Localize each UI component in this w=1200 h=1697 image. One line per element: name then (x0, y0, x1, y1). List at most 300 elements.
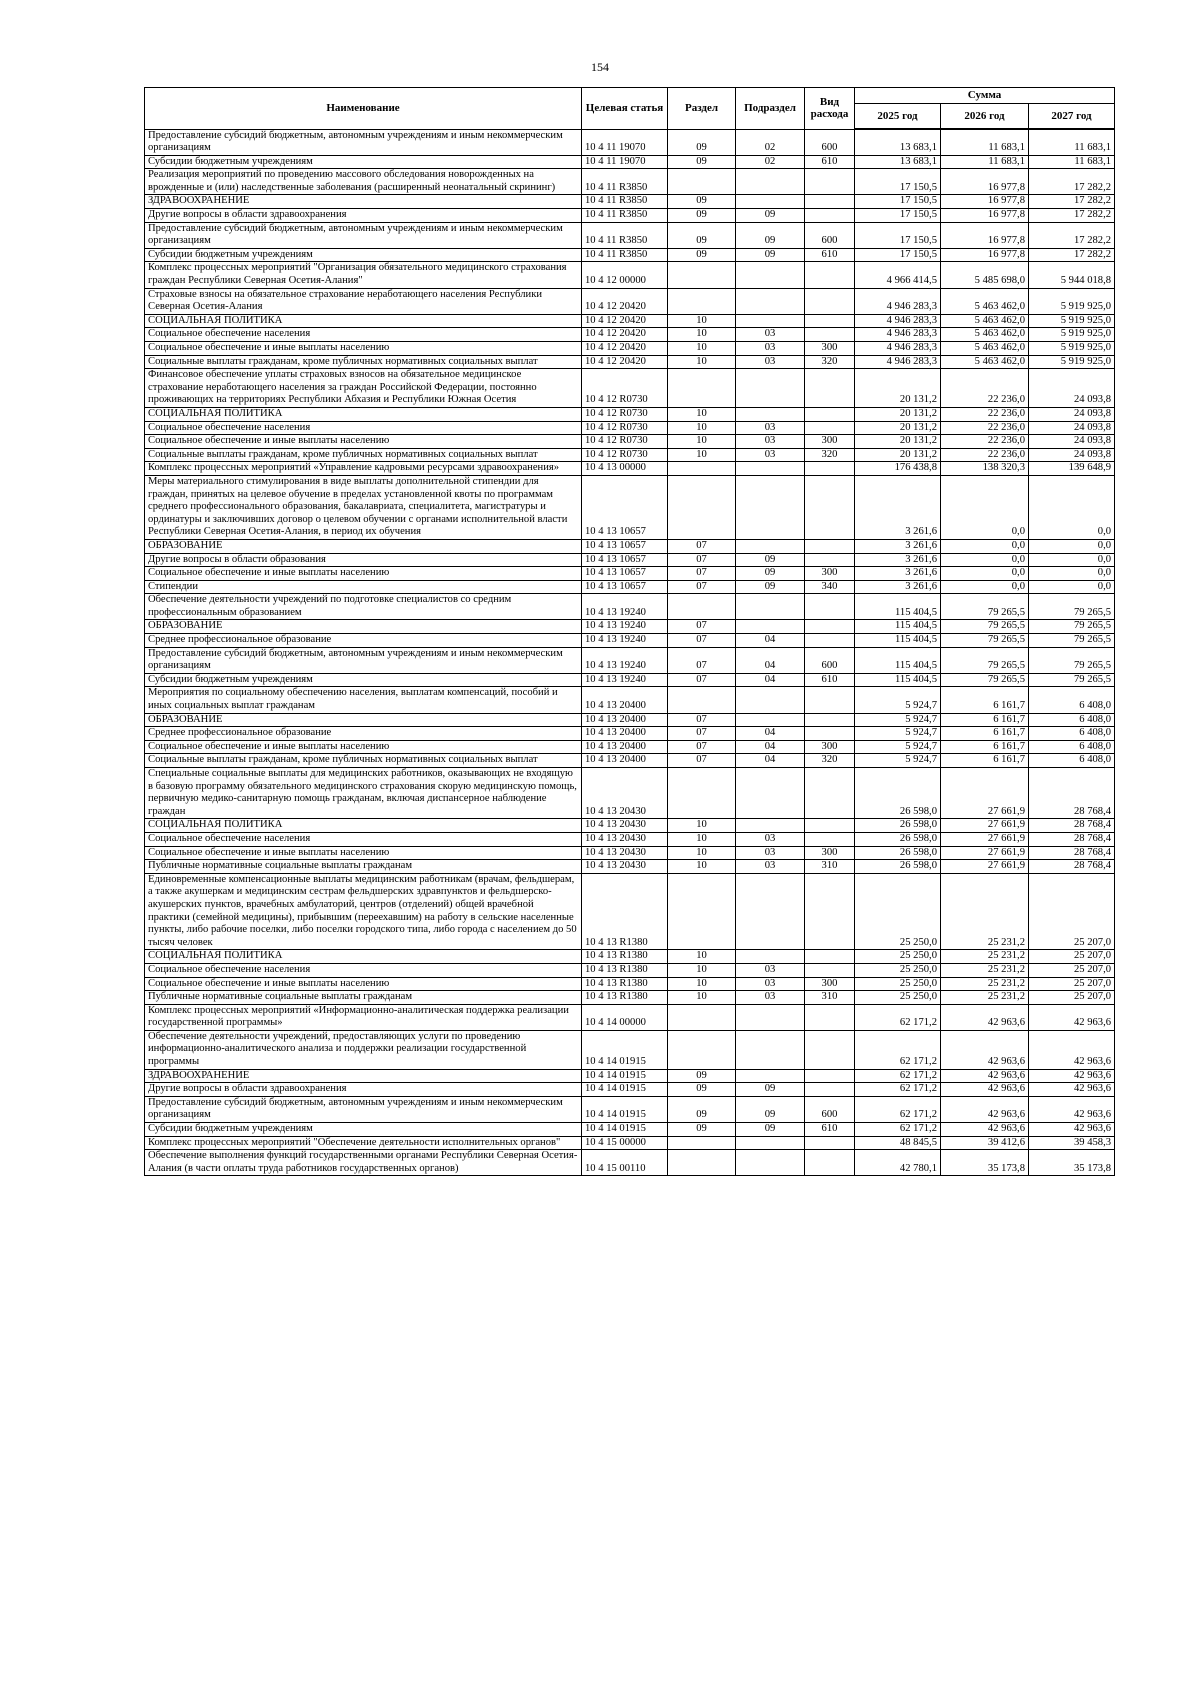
row-value-2027: 39 458,3 (1029, 1136, 1115, 1150)
row-name: Другие вопросы в области здравоохранения (145, 209, 582, 223)
table-row (145, 421, 1115, 435)
table-row (145, 1150, 1115, 1176)
row-value-2025: 42 780,1 (855, 1150, 941, 1176)
row-expense-type: 610 (805, 155, 855, 169)
row-section: 10 (668, 832, 736, 846)
row-subsection: 09 (736, 248, 805, 262)
row-expense-type (805, 963, 855, 977)
row-expense-type (805, 1069, 855, 1083)
row-subsection (736, 262, 805, 288)
row-target-code: 10 4 13 19240 (582, 647, 668, 673)
row-target-code: 10 4 13 R1380 (582, 950, 668, 964)
row-value-2026: 79 265,5 (941, 673, 1029, 687)
table-row (145, 407, 1115, 421)
table-row (145, 448, 1115, 462)
row-value-2025: 5 924,7 (855, 727, 941, 741)
row-subsection: 09 (736, 222, 805, 248)
row-section (668, 768, 736, 819)
table-row (145, 314, 1115, 328)
row-target-code: 10 4 13 20400 (582, 740, 668, 754)
row-subsection: 03 (736, 435, 805, 449)
row-subsection (736, 462, 805, 476)
row-expense-type (805, 1150, 855, 1176)
row-subsection: 03 (736, 860, 805, 874)
row-expense-type (805, 475, 855, 539)
row-subsection: 03 (736, 448, 805, 462)
row-value-2025: 3 261,6 (855, 580, 941, 594)
row-value-2027: 5 944 018,8 (1029, 262, 1115, 288)
row-value-2026: 6 161,7 (941, 713, 1029, 727)
row-name: Предоставление субсидий бюджетным, автономным учреждениям и иным некоммерческим организациям (145, 222, 582, 248)
row-value-2026: 25 231,2 (941, 991, 1029, 1005)
table-row (145, 462, 1115, 476)
row-value-2025: 17 150,5 (855, 195, 941, 209)
row-subsection: 03 (736, 355, 805, 369)
table-row (145, 713, 1115, 727)
row-value-2027: 35 173,8 (1029, 1150, 1115, 1176)
row-name: Среднее профессиональное образование (145, 727, 582, 741)
row-value-2027: 25 207,0 (1029, 977, 1115, 991)
row-target-code: 10 4 12 20420 (582, 342, 668, 356)
row-value-2026: 5 485 698,0 (941, 262, 1029, 288)
row-expense-type (805, 262, 855, 288)
row-name: Комплекс процессных мероприятий "Организация обязательного медицинского страхования граждан Республики Северная Осетия-Алания" (145, 262, 582, 288)
row-subsection (736, 768, 805, 819)
row-name: Социальное обеспечение населения (145, 963, 582, 977)
row-section (668, 369, 736, 408)
row-value-2027: 6 408,0 (1029, 727, 1115, 741)
row-target-code: 10 4 13 R1380 (582, 991, 668, 1005)
table-row (145, 1096, 1115, 1122)
row-name: Социальное обеспечение и иные выплаты населению (145, 567, 582, 581)
row-value-2025: 26 598,0 (855, 819, 941, 833)
row-name: СОЦИАЛЬНАЯ ПОЛИТИКА (145, 950, 582, 964)
row-section: 09 (668, 1096, 736, 1122)
row-value-2026: 22 236,0 (941, 435, 1029, 449)
row-value-2025: 48 845,5 (855, 1136, 941, 1150)
table-row (145, 342, 1115, 356)
row-section: 07 (668, 580, 736, 594)
row-value-2027: 28 768,4 (1029, 832, 1115, 846)
row-value-2027: 0,0 (1029, 553, 1115, 567)
row-value-2027: 25 207,0 (1029, 950, 1115, 964)
row-target-code: 10 4 12 20420 (582, 355, 668, 369)
row-value-2026: 138 320,3 (941, 462, 1029, 476)
row-expense-type (805, 873, 855, 950)
row-value-2025: 25 250,0 (855, 977, 941, 991)
row-value-2027: 5 919 925,0 (1029, 355, 1115, 369)
row-subsection (736, 1136, 805, 1150)
row-target-code: 10 4 13 20430 (582, 832, 668, 846)
row-value-2026: 0,0 (941, 567, 1029, 581)
row-value-2025: 13 683,1 (855, 155, 941, 169)
table-row (145, 594, 1115, 620)
row-subsection (736, 369, 805, 408)
row-expense-type (805, 462, 855, 476)
row-name: Специальные социальные выплаты для медицинских работников, оказывающих не входящую в базовую программу обязательного медицинского страхования скорую медицинскую помощь, первичную медико-санитарную помощь гражданам, включая диспансерное наблюдение граждан (145, 768, 582, 819)
table-row (145, 195, 1115, 209)
row-value-2027: 79 265,5 (1029, 634, 1115, 648)
row-expense-type (805, 620, 855, 634)
row-subsection: 09 (736, 580, 805, 594)
row-target-code: 10 4 13 R1380 (582, 963, 668, 977)
row-name: Публичные нормативные социальные выплаты гражданам (145, 860, 582, 874)
row-target-code: 10 4 12 R0730 (582, 369, 668, 408)
row-section: 09 (668, 209, 736, 223)
row-expense-type (805, 553, 855, 567)
table-row (145, 1136, 1115, 1150)
row-value-2027: 28 768,4 (1029, 768, 1115, 819)
row-name: ОБРАЗОВАНИЕ (145, 539, 582, 553)
row-name: ОБРАЗОВАНИЕ (145, 620, 582, 634)
table-row (145, 977, 1115, 991)
row-value-2026: 0,0 (941, 580, 1029, 594)
row-expense-type (805, 539, 855, 553)
row-expense-type (805, 407, 855, 421)
row-expense-type (805, 634, 855, 648)
row-value-2026: 5 463 462,0 (941, 328, 1029, 342)
row-value-2025: 115 404,5 (855, 673, 941, 687)
row-value-2025: 3 261,6 (855, 567, 941, 581)
row-expense-type (805, 950, 855, 964)
row-name: ОБРАЗОВАНИЕ (145, 713, 582, 727)
row-value-2026: 5 463 462,0 (941, 342, 1029, 356)
row-value-2025: 20 131,2 (855, 448, 941, 462)
row-subsection (736, 713, 805, 727)
row-target-code: 10 4 13 00000 (582, 462, 668, 476)
row-name: Социальные выплаты гражданам, кроме публичных нормативных социальных выплат (145, 355, 582, 369)
row-target-code: 10 4 13 20400 (582, 727, 668, 741)
row-name: Социальное обеспечение и иные выплаты населению (145, 846, 582, 860)
table-row (145, 169, 1115, 195)
row-section: 10 (668, 860, 736, 874)
row-section: 09 (668, 222, 736, 248)
row-value-2025: 4 946 283,3 (855, 288, 941, 314)
row-subsection: 03 (736, 421, 805, 435)
row-subsection: 03 (736, 963, 805, 977)
row-value-2025: 25 250,0 (855, 873, 941, 950)
row-value-2026: 6 161,7 (941, 687, 1029, 713)
row-target-code: 10 4 13 19240 (582, 620, 668, 634)
table-row (145, 369, 1115, 408)
row-name: Социальное обеспечение и иные выплаты населению (145, 740, 582, 754)
row-target-code: 10 4 13 R1380 (582, 873, 668, 950)
table-row (145, 950, 1115, 964)
row-subsection (736, 950, 805, 964)
row-subsection (736, 169, 805, 195)
row-name: Обеспечение деятельности учреждений по подготовке специалистов со средним профессиональным образованием (145, 594, 582, 620)
row-value-2026: 25 231,2 (941, 950, 1029, 964)
row-value-2026: 16 977,8 (941, 209, 1029, 223)
row-section: 09 (668, 129, 736, 155)
row-name: СОЦИАЛЬНАЯ ПОЛИТИКА (145, 314, 582, 328)
row-subsection (736, 1004, 805, 1030)
row-value-2027: 24 093,8 (1029, 435, 1115, 449)
table-row (145, 209, 1115, 223)
row-target-code: 10 4 14 01915 (582, 1069, 668, 1083)
row-expense-type: 610 (805, 673, 855, 687)
row-value-2026: 42 963,6 (941, 1123, 1029, 1137)
row-target-code: 10 4 11 R3850 (582, 209, 668, 223)
row-section: 10 (668, 819, 736, 833)
row-name: Субсидии бюджетным учреждениям (145, 248, 582, 262)
table-row (145, 288, 1115, 314)
table-row (145, 963, 1115, 977)
row-value-2025: 4 946 283,3 (855, 314, 941, 328)
row-subsection: 09 (736, 567, 805, 581)
row-expense-type (805, 1136, 855, 1150)
row-target-code: 10 4 13 10657 (582, 580, 668, 594)
row-target-code: 10 4 13 19240 (582, 594, 668, 620)
row-section (668, 169, 736, 195)
row-value-2026: 27 661,9 (941, 860, 1029, 874)
row-value-2027: 42 963,6 (1029, 1069, 1115, 1083)
row-value-2026: 0,0 (941, 553, 1029, 567)
row-target-code: 10 4 14 01915 (582, 1123, 668, 1137)
row-section: 10 (668, 846, 736, 860)
row-subsection: 04 (736, 647, 805, 673)
row-value-2025: 4 946 283,3 (855, 355, 941, 369)
table-row (145, 687, 1115, 713)
row-name: Комплекс процессных мероприятий "Обеспечение деятельности исполнительных органов" (145, 1136, 582, 1150)
row-value-2025: 17 150,5 (855, 209, 941, 223)
row-value-2026: 16 977,8 (941, 248, 1029, 262)
row-subsection: 09 (736, 1096, 805, 1122)
table-row (145, 1083, 1115, 1097)
row-target-code: 10 4 12 R0730 (582, 448, 668, 462)
row-section: 10 (668, 314, 736, 328)
row-value-2026: 39 412,6 (941, 1136, 1029, 1150)
row-value-2027: 0,0 (1029, 539, 1115, 553)
row-target-code: 10 4 13 19240 (582, 634, 668, 648)
table-row (145, 355, 1115, 369)
row-value-2027: 28 768,4 (1029, 860, 1115, 874)
row-expense-type: 320 (805, 448, 855, 462)
table-row (145, 435, 1115, 449)
row-expense-type (805, 832, 855, 846)
row-section: 07 (668, 713, 736, 727)
row-name: Стипендии (145, 580, 582, 594)
row-name: СОЦИАЛЬНАЯ ПОЛИТИКА (145, 407, 582, 421)
table-row (145, 991, 1115, 1005)
row-subsection (736, 687, 805, 713)
row-expense-type: 340 (805, 580, 855, 594)
row-value-2026: 42 963,6 (941, 1083, 1029, 1097)
row-target-code: 10 4 11 19070 (582, 129, 668, 155)
row-name: Социальное обеспечение и иные выплаты населению (145, 342, 582, 356)
row-section: 09 (668, 155, 736, 169)
row-value-2026: 25 231,2 (941, 977, 1029, 991)
row-expense-type: 320 (805, 355, 855, 369)
row-section: 09 (668, 1123, 736, 1137)
row-subsection: 04 (736, 727, 805, 741)
row-expense-type: 600 (805, 1096, 855, 1122)
row-expense-type (805, 1083, 855, 1097)
row-name: Предоставление субсидий бюджетным, автономным учреждениям и иным некоммерческим организациям (145, 129, 582, 155)
row-name: ЗДРАВООХРАНЕНИЕ (145, 195, 582, 209)
header-name: Наименование (145, 88, 582, 130)
row-expense-type: 600 (805, 222, 855, 248)
table-row (145, 248, 1115, 262)
row-expense-type: 320 (805, 754, 855, 768)
row-value-2026: 79 265,5 (941, 647, 1029, 673)
row-value-2025: 3 261,6 (855, 539, 941, 553)
row-value-2027: 24 093,8 (1029, 369, 1115, 408)
row-value-2026: 42 963,6 (941, 1004, 1029, 1030)
row-expense-type (805, 209, 855, 223)
row-target-code: 10 4 13 10657 (582, 553, 668, 567)
row-value-2026: 79 265,5 (941, 634, 1029, 648)
row-value-2026: 27 661,9 (941, 819, 1029, 833)
row-value-2027: 17 282,2 (1029, 248, 1115, 262)
budget-table (144, 87, 1115, 1176)
row-target-code: 10 4 12 20420 (582, 314, 668, 328)
row-value-2026: 6 161,7 (941, 740, 1029, 754)
row-value-2025: 62 171,2 (855, 1096, 941, 1122)
row-target-code: 10 4 13 20400 (582, 687, 668, 713)
row-subsection (736, 314, 805, 328)
row-section: 10 (668, 448, 736, 462)
row-value-2025: 62 171,2 (855, 1123, 941, 1137)
row-name: Комплекс процессных мероприятий «Управление кадровыми ресурсами здравоохранения» (145, 462, 582, 476)
table-body (145, 129, 1115, 1176)
header-target: Целевая статья (582, 88, 668, 130)
row-expense-type (805, 195, 855, 209)
row-expense-type (805, 314, 855, 328)
row-subsection: 03 (736, 342, 805, 356)
header-expense-type: Вид расхода (805, 88, 855, 130)
row-expense-type: 610 (805, 248, 855, 262)
table-row (145, 222, 1115, 248)
row-section (668, 594, 736, 620)
row-target-code: 10 4 12 20420 (582, 288, 668, 314)
row-name: Социальное обеспечение населения (145, 421, 582, 435)
row-expense-type: 600 (805, 647, 855, 673)
row-section: 07 (668, 754, 736, 768)
row-target-code: 10 4 14 01915 (582, 1030, 668, 1069)
row-subsection (736, 288, 805, 314)
row-subsection (736, 594, 805, 620)
row-target-code: 10 4 15 00110 (582, 1150, 668, 1176)
row-value-2026: 42 963,6 (941, 1096, 1029, 1122)
row-subsection (736, 819, 805, 833)
row-target-code: 10 4 13 20430 (582, 846, 668, 860)
row-name: Среднее профессиональное образование (145, 634, 582, 648)
row-name: Комплекс процессных мероприятий «Информационно-аналитическая поддержка реализации государственной программы» (145, 1004, 582, 1030)
row-value-2027: 42 963,6 (1029, 1123, 1115, 1137)
row-subsection (736, 1030, 805, 1069)
row-expense-type (805, 768, 855, 819)
row-value-2027: 79 265,5 (1029, 673, 1115, 687)
row-subsection: 03 (736, 991, 805, 1005)
table-row (145, 155, 1115, 169)
row-target-code: 10 4 13 20430 (582, 819, 668, 833)
row-value-2027: 6 408,0 (1029, 740, 1115, 754)
row-value-2026: 42 963,6 (941, 1069, 1029, 1083)
row-value-2026: 79 265,5 (941, 594, 1029, 620)
row-value-2025: 20 131,2 (855, 421, 941, 435)
row-subsection: 03 (736, 846, 805, 860)
row-target-code: 10 4 13 20430 (582, 768, 668, 819)
table-row (145, 819, 1115, 833)
row-target-code: 10 4 14 01915 (582, 1096, 668, 1122)
row-expense-type (805, 421, 855, 435)
row-value-2026: 25 231,2 (941, 963, 1029, 977)
row-value-2027: 79 265,5 (1029, 647, 1115, 673)
row-target-code: 10 4 13 20400 (582, 754, 668, 768)
row-value-2025: 115 404,5 (855, 594, 941, 620)
row-target-code: 10 4 11 R3850 (582, 222, 668, 248)
row-target-code: 10 4 13 10657 (582, 539, 668, 553)
row-section (668, 1030, 736, 1069)
row-expense-type: 300 (805, 846, 855, 860)
header-2025: 2025 год (855, 104, 941, 130)
row-value-2027: 42 963,6 (1029, 1004, 1115, 1030)
row-value-2027: 24 093,8 (1029, 407, 1115, 421)
row-section (668, 1136, 736, 1150)
row-section: 09 (668, 1069, 736, 1083)
row-section: 07 (668, 634, 736, 648)
row-value-2026: 42 963,6 (941, 1030, 1029, 1069)
table-row (145, 846, 1115, 860)
row-value-2026: 25 231,2 (941, 873, 1029, 950)
row-value-2025: 20 131,2 (855, 435, 941, 449)
header-2027: 2027 год (1029, 104, 1115, 130)
row-value-2026: 11 683,1 (941, 155, 1029, 169)
row-value-2025: 17 150,5 (855, 222, 941, 248)
row-section: 10 (668, 407, 736, 421)
row-section (668, 262, 736, 288)
row-value-2027: 24 093,8 (1029, 421, 1115, 435)
row-target-code: 10 4 11 R3850 (582, 169, 668, 195)
table-row (145, 328, 1115, 342)
row-value-2026: 27 661,9 (941, 768, 1029, 819)
row-target-code: 10 4 11 R3850 (582, 248, 668, 262)
row-value-2025: 26 598,0 (855, 846, 941, 860)
row-section: 10 (668, 950, 736, 964)
row-value-2027: 28 768,4 (1029, 819, 1115, 833)
row-value-2025: 5 924,7 (855, 740, 941, 754)
row-target-code: 10 4 12 R0730 (582, 421, 668, 435)
row-section (668, 1004, 736, 1030)
row-value-2027: 17 282,2 (1029, 209, 1115, 223)
row-value-2027: 5 919 925,0 (1029, 288, 1115, 314)
row-name: Обеспечение деятельности учреждений, предоставляющих услуги по проведению информационно-аналитического анализа и поддержки реализации государственной программы (145, 1030, 582, 1069)
row-subsection (736, 475, 805, 539)
row-value-2025: 17 150,5 (855, 169, 941, 195)
row-section: 10 (668, 963, 736, 977)
table-row (145, 262, 1115, 288)
row-value-2026: 0,0 (941, 475, 1029, 539)
row-value-2025: 62 171,2 (855, 1069, 941, 1083)
row-name: Единовременные компенсационные выплаты медицинским работникам (врачам, фельдшерам, а также акушеркам и медицинским сестрам фельдшерских здравпунктов и фельдшерско-акушерских пунктов, врачебных амбулаторий, центров (отделений) общей врачебной практики (семейной медицины), прибывшим (переехавшим) на работу в сельские населенные пункты, либо рабочие поселки, либо поселки городского типа, либо города с населением до 50 тысяч человек (145, 873, 582, 950)
row-value-2025: 115 404,5 (855, 647, 941, 673)
row-value-2026: 5 463 462,0 (941, 288, 1029, 314)
row-value-2027: 17 282,2 (1029, 195, 1115, 209)
row-value-2025: 62 171,2 (855, 1083, 941, 1097)
row-value-2027: 17 282,2 (1029, 222, 1115, 248)
row-value-2026: 11 683,1 (941, 129, 1029, 155)
row-subsection: 03 (736, 328, 805, 342)
row-value-2025: 62 171,2 (855, 1030, 941, 1069)
row-value-2027: 0,0 (1029, 580, 1115, 594)
row-target-code: 10 4 12 R0730 (582, 407, 668, 421)
table-row (145, 1030, 1115, 1069)
row-value-2027: 79 265,5 (1029, 620, 1115, 634)
row-value-2026: 27 661,9 (941, 846, 1029, 860)
row-name: Другие вопросы в области образования (145, 553, 582, 567)
row-value-2025: 115 404,5 (855, 620, 941, 634)
